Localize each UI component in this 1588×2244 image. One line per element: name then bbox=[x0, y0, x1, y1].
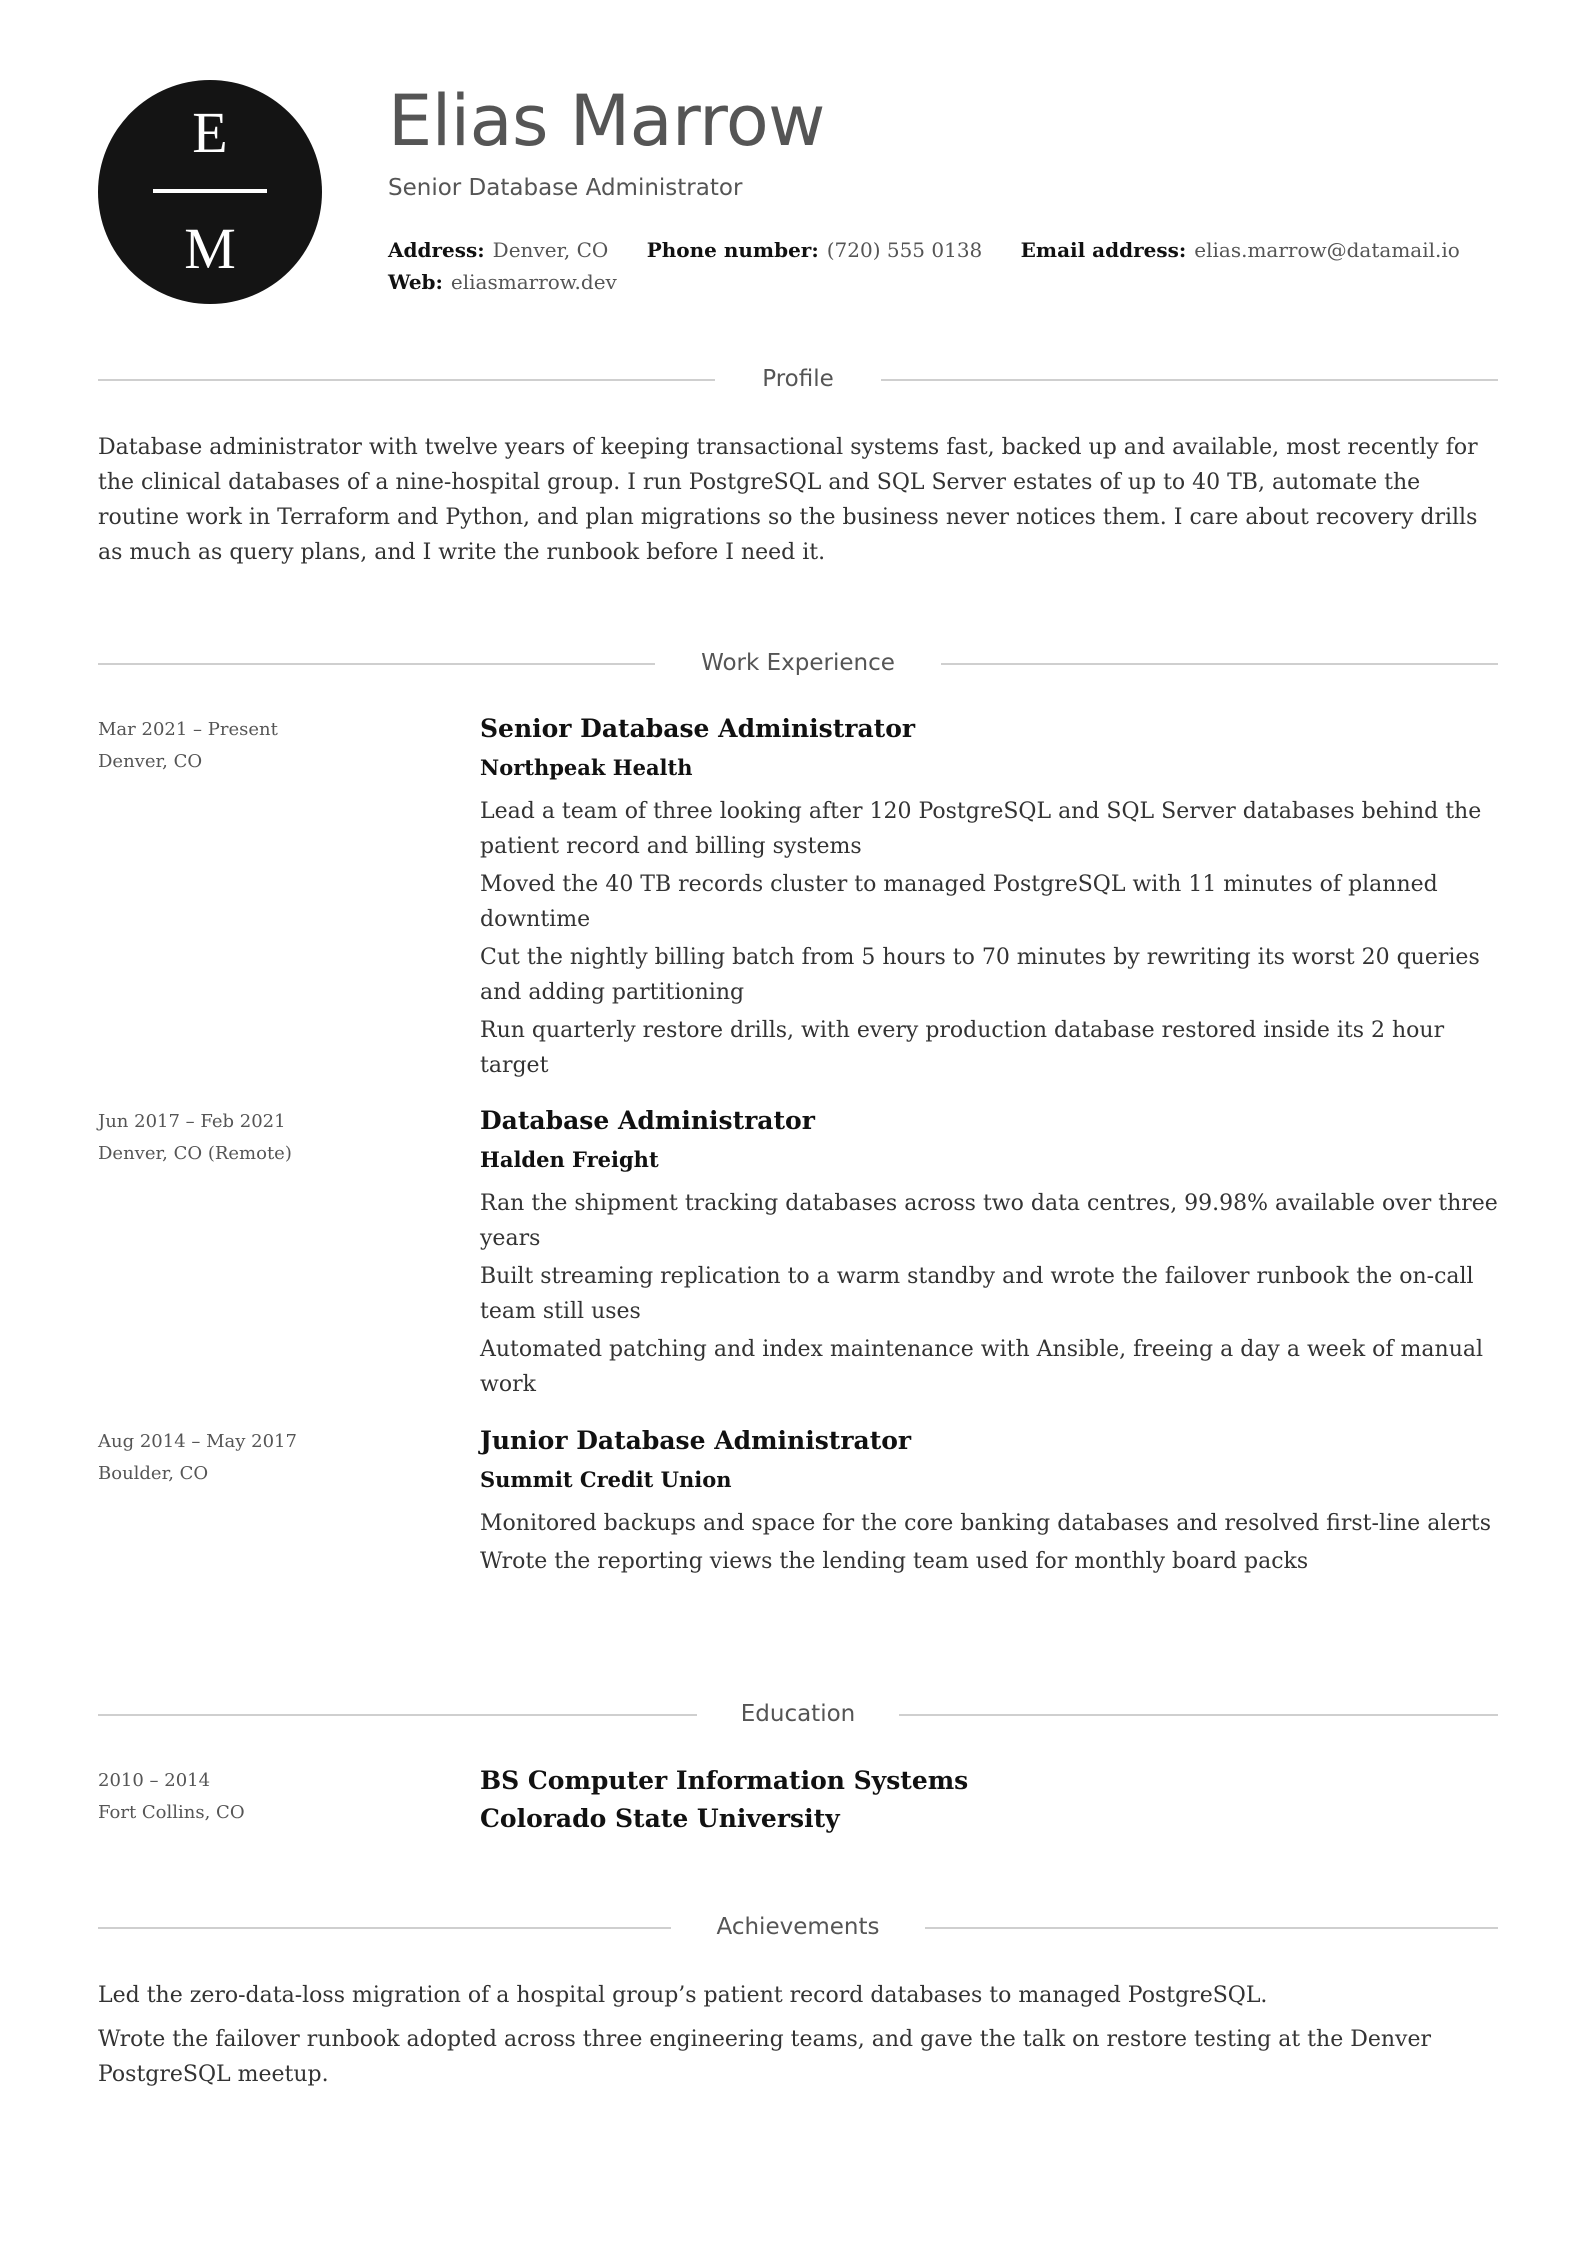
job-role: Senior Database Administrator bbox=[480, 714, 916, 743]
section-heading-work-experience bbox=[98, 646, 1498, 680]
job-bullet: Monitored backups and space for the core banking databases and resolved first-line alerts bbox=[480, 1511, 1492, 1536]
monogram-last-initial: M bbox=[184, 216, 236, 281]
job-meta bbox=[98, 1106, 428, 1170]
education-meta bbox=[98, 1765, 428, 1829]
job-bullet: Built streaming replication to a warm standby and wrote the failover runbook the on-call team still uses bbox=[480, 1264, 1474, 1324]
education-entry bbox=[480, 1762, 1498, 1838]
job-bullet: Lead a team of three looking after 120 PostgreSQL and SQL Server databases behind the patient record and billing systems bbox=[480, 799, 1482, 859]
phone-value[interactable]: (720) 555 0138 bbox=[826, 238, 983, 262]
job-role: Database Administrator bbox=[480, 1106, 815, 1135]
section-heading-education bbox=[98, 1697, 1498, 1731]
job-entry bbox=[480, 711, 1498, 1086]
monogram-first-initial: E bbox=[192, 100, 228, 165]
web-link[interactable]: eliasmarrow.dev bbox=[450, 270, 617, 294]
job-role: Junior Database Administrator bbox=[480, 1426, 912, 1455]
address-label: Address: bbox=[388, 238, 485, 262]
job-dates: Jun 2017 – Feb 2021 bbox=[98, 1111, 286, 1132]
job-location: Boulder, CO bbox=[98, 1463, 209, 1484]
heading-rule-right bbox=[925, 1927, 1498, 1929]
address-value: Denver, CO bbox=[492, 238, 609, 262]
monogram-divider bbox=[153, 189, 267, 193]
achievements-list bbox=[98, 1978, 1498, 2092]
achievement-item: Led the zero-data-loss migration of a hospital group’s patient record databases to managed PostgreSQL. bbox=[98, 1983, 1268, 2008]
email-link[interactable]: elias.marrow@datamail.io bbox=[1194, 238, 1460, 262]
job-bullet: Automated patching and index maintenance with Ansible, freeing a day a week of manual work bbox=[480, 1337, 1484, 1397]
job-company: Northpeak Health bbox=[480, 755, 693, 780]
education-dates: 2010 – 2014 bbox=[98, 1770, 211, 1791]
achievement-item: Wrote the failover runbook adopted across three engineering teams, and gave the talk on restore testing at the Denver PostgreSQL meetup. bbox=[98, 2027, 1431, 2087]
education-location: Fort Collins, CO bbox=[98, 1802, 245, 1823]
job-location: Denver, CO (Remote) bbox=[98, 1143, 292, 1164]
job-bullet: Cut the nightly billing batch from 5 hours to 70 minutes by rewriting its worst 20 queries and adding partitioning bbox=[480, 945, 1480, 1005]
job-location: Denver, CO bbox=[98, 751, 203, 772]
job-dates: Mar 2021 – Present bbox=[98, 719, 278, 740]
job-dates: Aug 2014 – May 2017 bbox=[98, 1431, 297, 1452]
heading-rule-right bbox=[881, 379, 1498, 381]
candidate-title: Senior Database Administrator bbox=[388, 175, 743, 201]
section-title: Profile bbox=[762, 366, 834, 392]
contact-row-1 bbox=[388, 236, 1492, 264]
section-heading-profile bbox=[98, 362, 1498, 396]
job-bullet: Ran the shipment tracking databases across two data centres, 99.98% available over three years bbox=[480, 1191, 1498, 1251]
job-entry bbox=[480, 1103, 1498, 1405]
job-bullet: Run quarterly restore drills, with every production database restored inside its 2 hour target bbox=[480, 1018, 1445, 1078]
email-label: Email address: bbox=[1020, 238, 1187, 262]
contact-phone bbox=[647, 236, 983, 264]
contact-web bbox=[388, 268, 617, 296]
job-meta bbox=[98, 1426, 428, 1490]
heading-rule-right bbox=[899, 1714, 1498, 1716]
education-school: Colorado State University bbox=[480, 1804, 840, 1833]
job-company: Halden Freight bbox=[480, 1147, 659, 1172]
profile-summary: Database administrator with twelve years of keeping transactional systems fast, backed up and available, most recently for the clinical databases of a nine-hospital group. I run PostgreSQL and SQL Server estates of up to 40 TB, automate the routine work in Terraform and Python, and plan migrations so the business never notices them. I care about recovery drills as much as query plans, and I write the runbook before I need it. bbox=[98, 435, 1478, 565]
section-title: Achievements bbox=[716, 1914, 880, 1940]
heading-rule-right bbox=[941, 663, 1498, 665]
job-meta bbox=[98, 714, 428, 778]
monogram-avatar bbox=[98, 80, 322, 304]
section-title: Work Experience bbox=[701, 650, 895, 676]
candidate-name: Elias Marrow bbox=[388, 80, 825, 162]
section-title: Education bbox=[740, 1701, 856, 1727]
phone-label: Phone number: bbox=[646, 238, 819, 262]
web-label: Web: bbox=[388, 270, 443, 294]
job-entry bbox=[480, 1423, 1498, 1582]
contact-row-2 bbox=[388, 268, 649, 296]
section-heading-achievements bbox=[98, 1910, 1498, 1944]
resume-page bbox=[98, 0, 1498, 2244]
contact-address bbox=[388, 236, 608, 264]
job-bullet: Wrote the reporting views the lending team used for monthly board packs bbox=[480, 1549, 1309, 1574]
education-degree: BS Computer Information Systems bbox=[480, 1766, 969, 1795]
job-bullet: Moved the 40 TB records cluster to managed PostgreSQL with 11 minutes of planned downtime bbox=[480, 872, 1438, 932]
contact-email bbox=[1021, 236, 1460, 264]
job-company: Summit Credit Union bbox=[480, 1467, 732, 1492]
